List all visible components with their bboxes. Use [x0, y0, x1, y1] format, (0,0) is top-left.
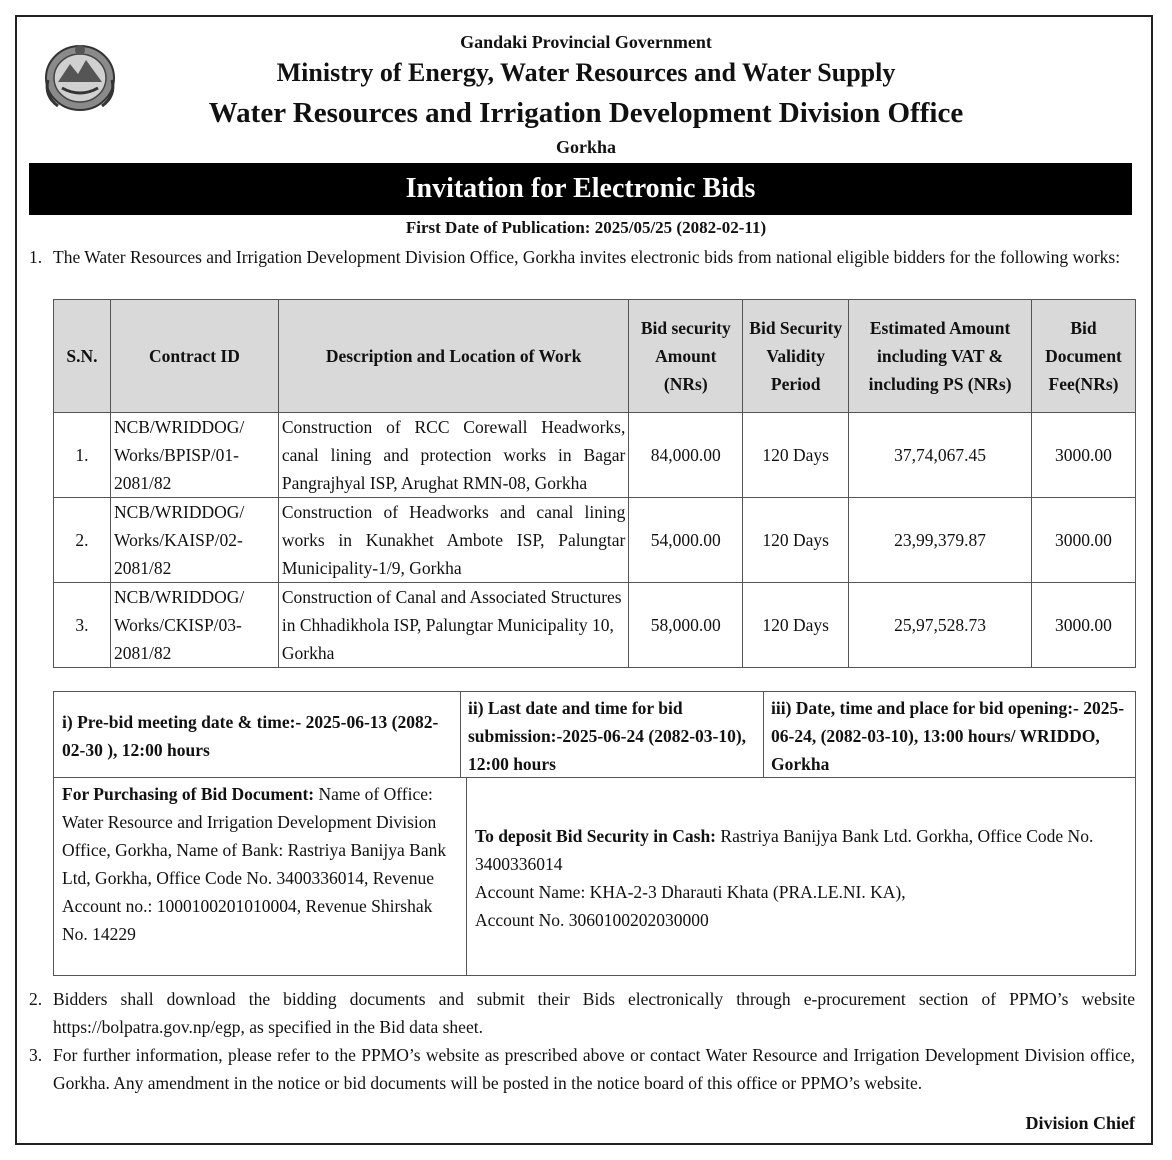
bid-opening: iii) Date, time and place for bid opening:- 2025-06-24, (2082-03-10), 13:00 hours/ WRIDDO, Gorkha — [771, 698, 1125, 774]
cell-contract-id: NCB/WRIDDOG/ Works/KAISP/02- 2081/82 — [110, 498, 278, 583]
header-fee: Bid Document Fee(NRs) — [1031, 300, 1135, 413]
cell-bid-security: 84,000.00 — [629, 413, 743, 498]
header-description: Description and Location of Work — [278, 300, 628, 413]
deposit-info — [475, 822, 1125, 934]
purchasing-text: Name of Office: Water Resource and Irrigation Development Division Office, Gorkha, Name of Bank: Rastriya Banijya Bank Ltd, Gorkha, Office Code No. 3400336014, Revenue Account no.: 1000100201010004, Revenue Shirshak No. 14229 — [62, 784, 447, 944]
deposit-account-no: Account No. 3060100202030000 — [475, 910, 709, 930]
paragraph-text: The Water Resources and Irrigation Development Division Office, Gorkha invites electronic bids from national eligible bidders for the following works: — [53, 247, 1121, 267]
cell-estimated: 37,74,067.45 — [849, 413, 1032, 498]
cell-description: Construction of RCC Corewall Headworks, canal lining and protection works in Bagar Pangrajhyal ISP, Arughat RMN-08, Gorkha — [278, 413, 628, 498]
header-bid-security: Bid security Amount (NRs) — [629, 300, 743, 413]
header-contract-id: Contract ID — [110, 300, 278, 413]
table-row — [54, 583, 1136, 668]
cell-fee: 3000.00 — [1031, 498, 1135, 583]
submission-deadline: ii) Last date and time for bid submission:-2025-06-24 (2082-03-10), 12:00 hours — [468, 698, 747, 774]
government-name: Gandaki Provincial Government — [460, 32, 712, 52]
cell-description: Construction of Headworks and canal lining works in Kunakhet Ambote ISP, Palungtar Municipality-1/9, Gorkha — [278, 498, 628, 583]
prebid-meeting: i) Pre-bid meeting date & time:- 2025-06-13 (2082-02-30 ), 12:00 hours — [62, 712, 439, 760]
deposit-label: To deposit Bid Security in Cash: — [475, 826, 717, 846]
cell-validity: 120 Days — [743, 413, 849, 498]
paragraph-number: 2. — [29, 989, 43, 1009]
cell-estimated: 23,99,379.87 — [849, 498, 1032, 583]
cell-fee: 3000.00 — [1031, 413, 1135, 498]
cell-sn: 2. — [54, 498, 111, 583]
deposit-text: Rastriya Banijya Bank Ltd. Gorkha, Office Code No. 3400336014 — [475, 826, 1094, 874]
cell-fee: 3000.00 — [1031, 583, 1135, 668]
deposit-account-name: Account Name: KHA-2-3 Dharauti Khata (PRA.LE.NI. KA), — [475, 882, 906, 902]
cell-bid-security: 58,000.00 — [629, 583, 743, 668]
paragraph-3 — [29, 1041, 1135, 1097]
works-table — [53, 299, 1136, 668]
header-validity: Bid Security Validity Period — [743, 300, 849, 413]
table-row — [54, 413, 1136, 498]
cell-bid-security: 54,000.00 — [629, 498, 743, 583]
paragraph-number: 3. — [29, 1045, 43, 1065]
cell-validity: 120 Days — [743, 583, 849, 668]
paragraph-2 — [29, 985, 1135, 1041]
paragraph-number: 1. — [29, 247, 43, 267]
header-sn: S.N. — [54, 300, 111, 413]
cell-estimated: 25,97,528.73 — [849, 583, 1032, 668]
purchasing-info — [62, 780, 462, 948]
purchasing-label: For Purchasing of Bid Document: — [62, 784, 315, 804]
cell-validity: 120 Days — [743, 498, 849, 583]
ministry-name: Ministry of Energy, Water Resources and Water Supply — [276, 58, 896, 87]
table-header-row — [54, 300, 1136, 413]
header-estimated: Estimated Amount including VAT & including PS (NRs) — [849, 300, 1032, 413]
cell-contract-id: NCB/WRIDDOG/ Works/BPISP/01- 2081/82 — [110, 413, 278, 498]
cell-contract-id: NCB/WRIDDOG/ Works/CKISP/03- 2081/82 — [110, 583, 278, 668]
office-name: Water Resources and Irrigation Development Division Office — [208, 97, 964, 129]
paragraph-text: Bidders shall download the bidding documents and submit their Bids electronically through e-procurement section of PPMO’s website https://bolpatra.gov.np/egp, as specified in the Bid data sheet. — [53, 989, 1135, 1037]
notice-title: Invitation for Electronic Bids — [29, 163, 1132, 215]
table-row — [54, 498, 1136, 583]
signature: Division Chief — [1025, 1113, 1135, 1133]
paragraph-1 — [29, 243, 1135, 271]
paragraph-text: For further information, please refer to the PPMO’s website as prescribed above or contact Water Resource and Irrigation Development Division office, Gorkha. Any amendment in the notice or bid documents will be posted in the notice board of this office or PPMO’s website. — [53, 1045, 1135, 1093]
cell-description: Construction of Canal and Associated Structures in Chhadikhola ISP, Palungtar Municipality 10, Gorkha — [278, 583, 628, 668]
cell-sn: 3. — [54, 583, 111, 668]
bid-info-box — [53, 691, 1136, 976]
cell-sn: 1. — [54, 413, 111, 498]
publication-date: First Date of Publication: 2025/05/25 (2082-02-11) — [405, 218, 767, 237]
office-location: Gorkha — [555, 137, 616, 157]
